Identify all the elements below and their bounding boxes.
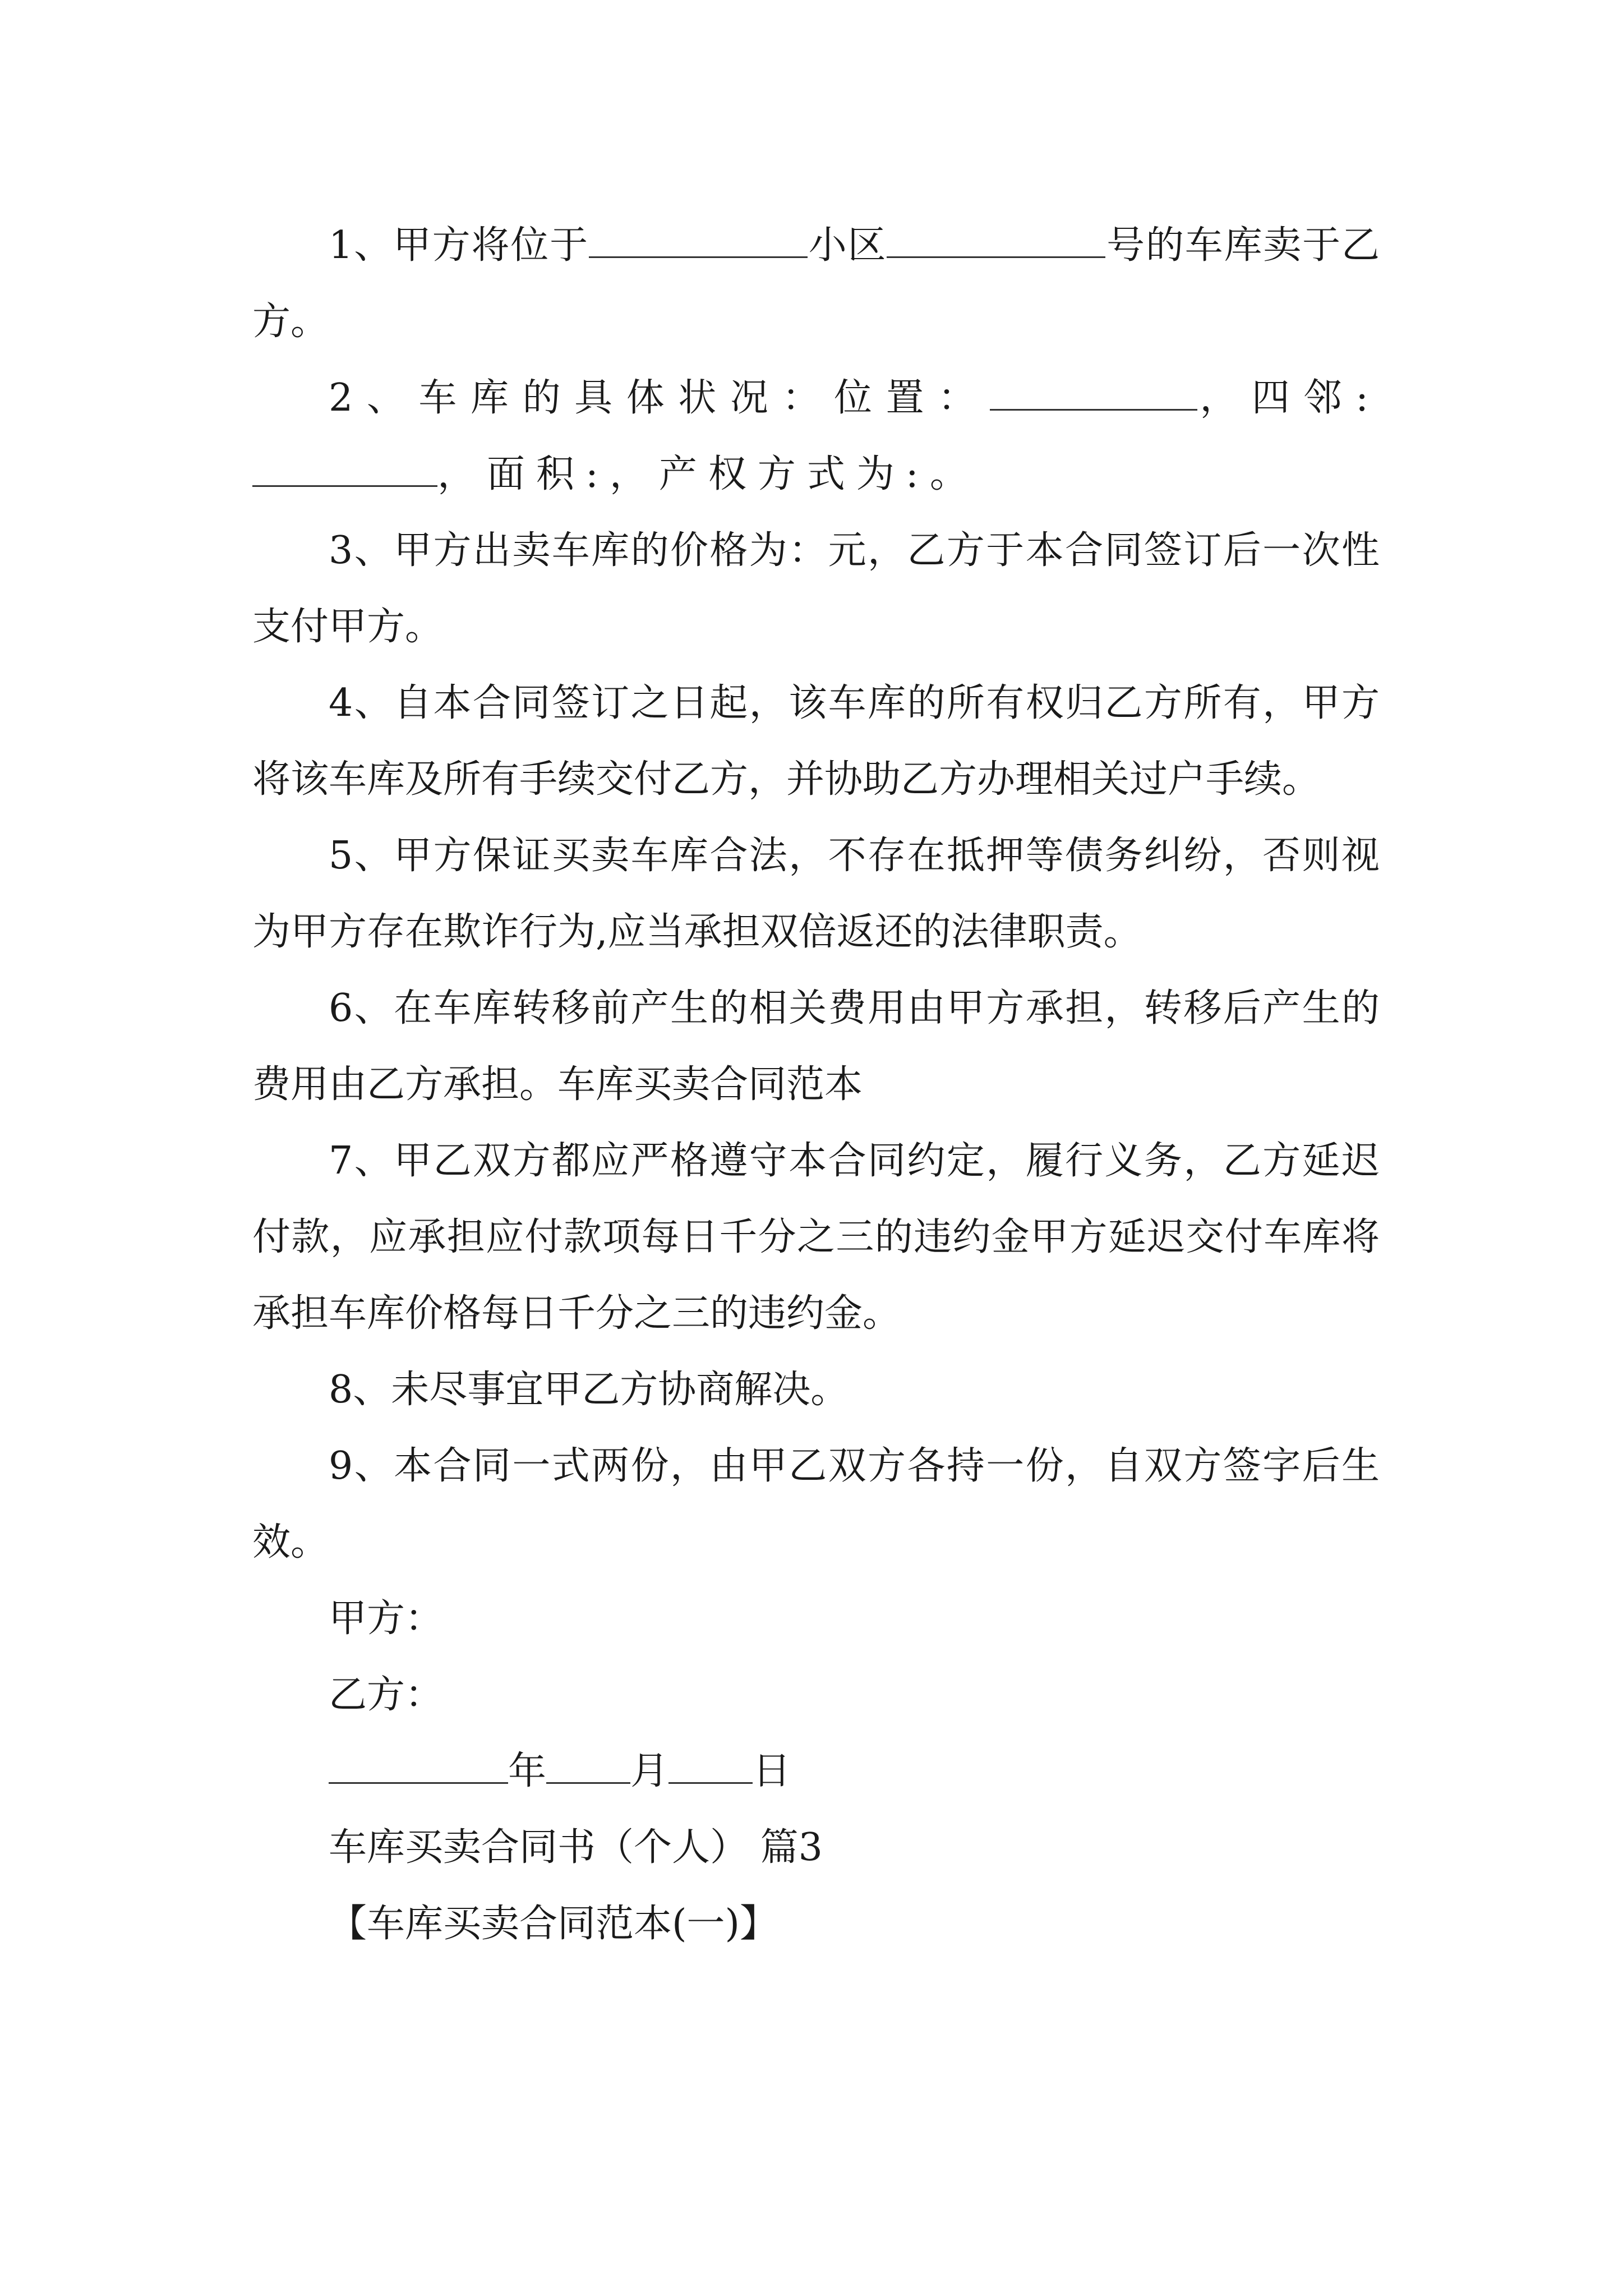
blank-day (668, 1750, 753, 1784)
blank-location (990, 376, 1197, 411)
party-a-signature: 甲方： (329, 1596, 444, 1641)
date-day-label: 日 (753, 1749, 791, 1793)
contract-body (252, 208, 1380, 1962)
clause-3: 3、甲方出卖车库的价格为：元，乙方于本合同签订后一次性支付甲方。 (252, 528, 1380, 649)
blank-number (887, 224, 1105, 258)
party-b-signature: 乙方： (329, 1673, 444, 1717)
clause-1-text-a: 1、甲方将位于 (329, 223, 589, 268)
clause-1-text-b: 小区 (807, 223, 887, 268)
clause-7: 7、甲乙双方都应严格遵守本合同约定，履行义务，乙方延迟付款，应承担应付款项每日千分之三的违约金甲方延迟交付车库将承担车库价格每日千分之三的违约金。 (252, 1139, 1380, 1336)
clause-1 (252, 208, 1380, 360)
date-year-label: 年 (508, 1749, 547, 1793)
clause-8: 8、未尽事宜甲乙方协商解决。 (329, 1368, 849, 1412)
blank-community (589, 224, 808, 258)
section-title: 车库买卖合同书（个人） 篇3 (329, 1825, 823, 1870)
clause-5: 5、甲方保证买卖车库合法，不存在抵押等债务纠纷，否则视为甲方存在欺诈行为,应当承担双倍返还的法律职责。 (252, 834, 1380, 954)
date-month-label: 月 (630, 1749, 669, 1793)
blank-year (329, 1750, 508, 1784)
clause-2 (252, 360, 1380, 513)
blank-neighbors (252, 453, 437, 487)
clause-1-text-c: 号的车库卖于乙方。 (252, 223, 1380, 344)
signing-date (252, 1733, 1380, 1810)
clause-2-text-b: ，四邻: (1197, 376, 1380, 420)
sample-title: 【车库买卖合同范本(一)】 (329, 1902, 778, 1946)
clause-2-text-c: ，面积:，产权方式为:。 (437, 452, 979, 496)
clause-4: 4、自本合同签订之日起，该车库的所有权归乙方所有，甲方将该车库及所有手续交付乙方，并协助乙方办理相关过户手续。 (252, 681, 1380, 802)
clause-9: 9、本合同一式两份，由甲乙双方各持一份，自双方签字后生效。 (252, 1444, 1380, 1565)
clause-6: 6、在车库转移前产生的相关费用由甲方承担，转移后产生的费用由乙方承担。车库买卖合同范本 (252, 986, 1380, 1107)
clause-2-text-a: 2、车库的具体状况：位置： (329, 376, 990, 420)
blank-month (546, 1750, 630, 1784)
